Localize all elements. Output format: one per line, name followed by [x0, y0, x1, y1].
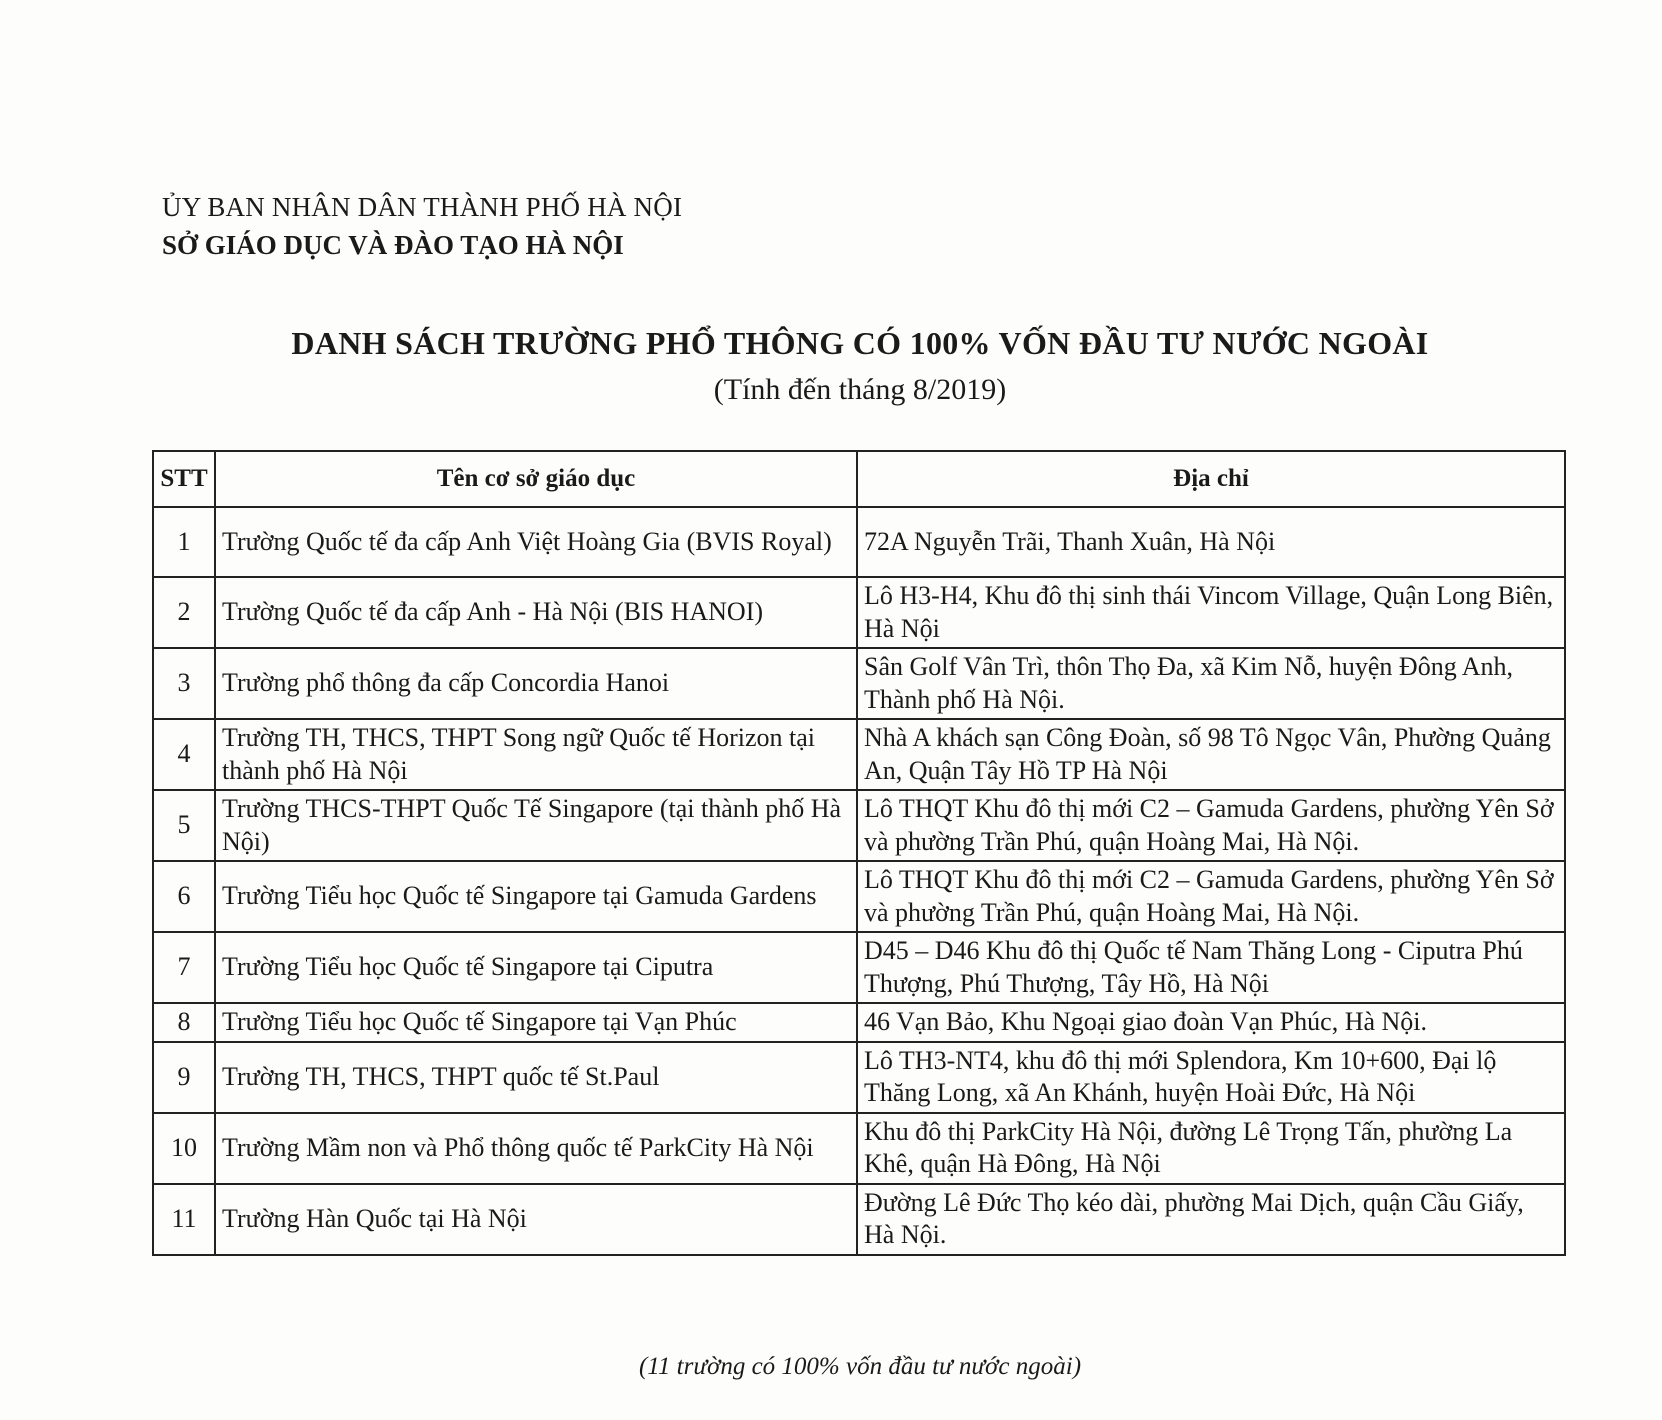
table-row: [153, 790, 1565, 861]
header-stt: STT: [153, 451, 215, 507]
row-stt: 3: [153, 648, 215, 719]
document-title: DANH SÁCH TRƯỜNG PHỔ THÔNG CÓ 100% VỐN ĐẦU TƯ NƯỚC NGOÀI: [291, 325, 1429, 361]
org-name-people-committee: ỦY BAN NHÂN DÂN THÀNH PHỐ HÀ NỘI: [162, 192, 683, 222]
table-row: [153, 507, 1565, 577]
row-school-name: Trường phổ thông đa cấp Concordia Hanoi: [215, 648, 857, 719]
row-school-name: Trường Tiểu học Quốc tế Singapore tại Ciputra: [215, 932, 857, 1003]
header-address: Địa chỉ: [857, 451, 1565, 507]
row-stt: 7: [153, 932, 215, 1003]
row-address: Sân Golf Vân Trì, thôn Thọ Đa, xã Kim Nỗ, huyện Đông Anh, Thành phố Hà Nội.: [857, 648, 1565, 719]
table-row: [153, 648, 1565, 719]
row-address: Lô TH3-NT4, khu đô thị mới Splendora, Km 10+600, Đại lộ Thăng Long, xã An Khánh, huyện Hoài Đức, Hà Nội: [857, 1042, 1565, 1113]
table-row: [153, 1003, 1565, 1042]
row-stt: 4: [153, 719, 215, 790]
row-address: 72A Nguyễn Trãi, Thanh Xuân, Hà Nội: [857, 507, 1565, 577]
row-school-name: Trường Quốc tế đa cấp Anh Việt Hoàng Gia (BVIS Royal): [215, 507, 857, 577]
row-stt: 2: [153, 577, 215, 648]
org-name-education-department: SỞ GIÁO DỤC VÀ ĐÀO TẠO HÀ NỘI: [162, 230, 624, 260]
row-stt: 9: [153, 1042, 215, 1113]
table-row: [153, 861, 1565, 932]
row-address: Lô THQT Khu đô thị mới C2 – Gamuda Gardens, phường Yên Sở và phường Trần Phú, quận Hoàng Mai, Hà Nội.: [857, 790, 1565, 861]
row-address: D45 – D46 Khu đô thị Quốc tế Nam Thăng Long - Ciputra Phú Thượng, Phú Thượng, Tây Hồ, Hà Nội: [857, 932, 1565, 1003]
row-address: Đường Lê Đức Thọ kéo dài, phường Mai Dịch, quận Cầu Giấy, Hà Nội.: [857, 1184, 1565, 1255]
row-stt: 5: [153, 790, 215, 861]
schools-table: [152, 450, 1566, 1256]
row-stt: 11: [153, 1184, 215, 1255]
row-address: Khu đô thị ParkCity Hà Nội, đường Lê Trọng Tấn, phường La Khê, quận Hà Đông, Hà Nội: [857, 1113, 1565, 1184]
row-school-name: Trường Quốc tế đa cấp Anh - Hà Nội (BIS HANOI): [215, 577, 857, 648]
footer-note: (11 trường có 100% vốn đầu tư nước ngoài): [638, 1353, 1082, 1380]
row-address: 46 Vạn Bảo, Khu Ngoại giao đoàn Vạn Phúc, Hà Nội.: [857, 1003, 1565, 1042]
table-row: [153, 1042, 1565, 1113]
table-row: [153, 1184, 1565, 1255]
row-stt: 8: [153, 1003, 215, 1042]
row-school-name: Trường Tiểu học Quốc tế Singapore tại Vạn Phúc: [215, 1003, 857, 1042]
table-row: [153, 1113, 1565, 1184]
row-address: Lô H3-H4, Khu đô thị sinh thái Vincom Village, Quận Long Biên, Hà Nội: [857, 577, 1565, 648]
table-row: [153, 577, 1565, 648]
row-school-name: Trường TH, THCS, THPT quốc tế St.Paul: [215, 1042, 857, 1113]
row-school-name: Trường Tiểu học Quốc tế Singapore tại Gamuda Gardens: [215, 861, 857, 932]
row-school-name: Trường THCS-THPT Quốc Tế Singapore (tại thành phố Hà Nội): [215, 790, 857, 861]
row-stt: 1: [153, 507, 215, 577]
table-row: [153, 932, 1565, 1003]
row-address: Nhà A khách sạn Công Đoàn, số 98 Tô Ngọc Vân, Phường Quảng An, Quận Tây Hồ TP Hà Nội: [857, 719, 1565, 790]
table-row: [153, 719, 1565, 790]
table-header-row: [153, 451, 1565, 507]
row-school-name: Trường Hàn Quốc tại Hà Nội: [215, 1184, 857, 1255]
row-school-name: Trường Mầm non và Phổ thông quốc tế ParkCity Hà Nội: [215, 1113, 857, 1184]
row-stt: 6: [153, 861, 215, 932]
header-school-name: Tên cơ sở giáo dục: [215, 451, 857, 507]
row-address: Lô THQT Khu đô thị mới C2 – Gamuda Gardens, phường Yên Sở và phường Trần Phú, quận Hoàng Mai, Hà Nội.: [857, 861, 1565, 932]
row-stt: 10: [153, 1113, 215, 1184]
row-school-name: Trường TH, THCS, THPT Song ngữ Quốc tế Horizon tại thành phố Hà Nội: [215, 719, 857, 790]
document-subtitle: (Tính đến tháng 8/2019): [713, 373, 1007, 406]
